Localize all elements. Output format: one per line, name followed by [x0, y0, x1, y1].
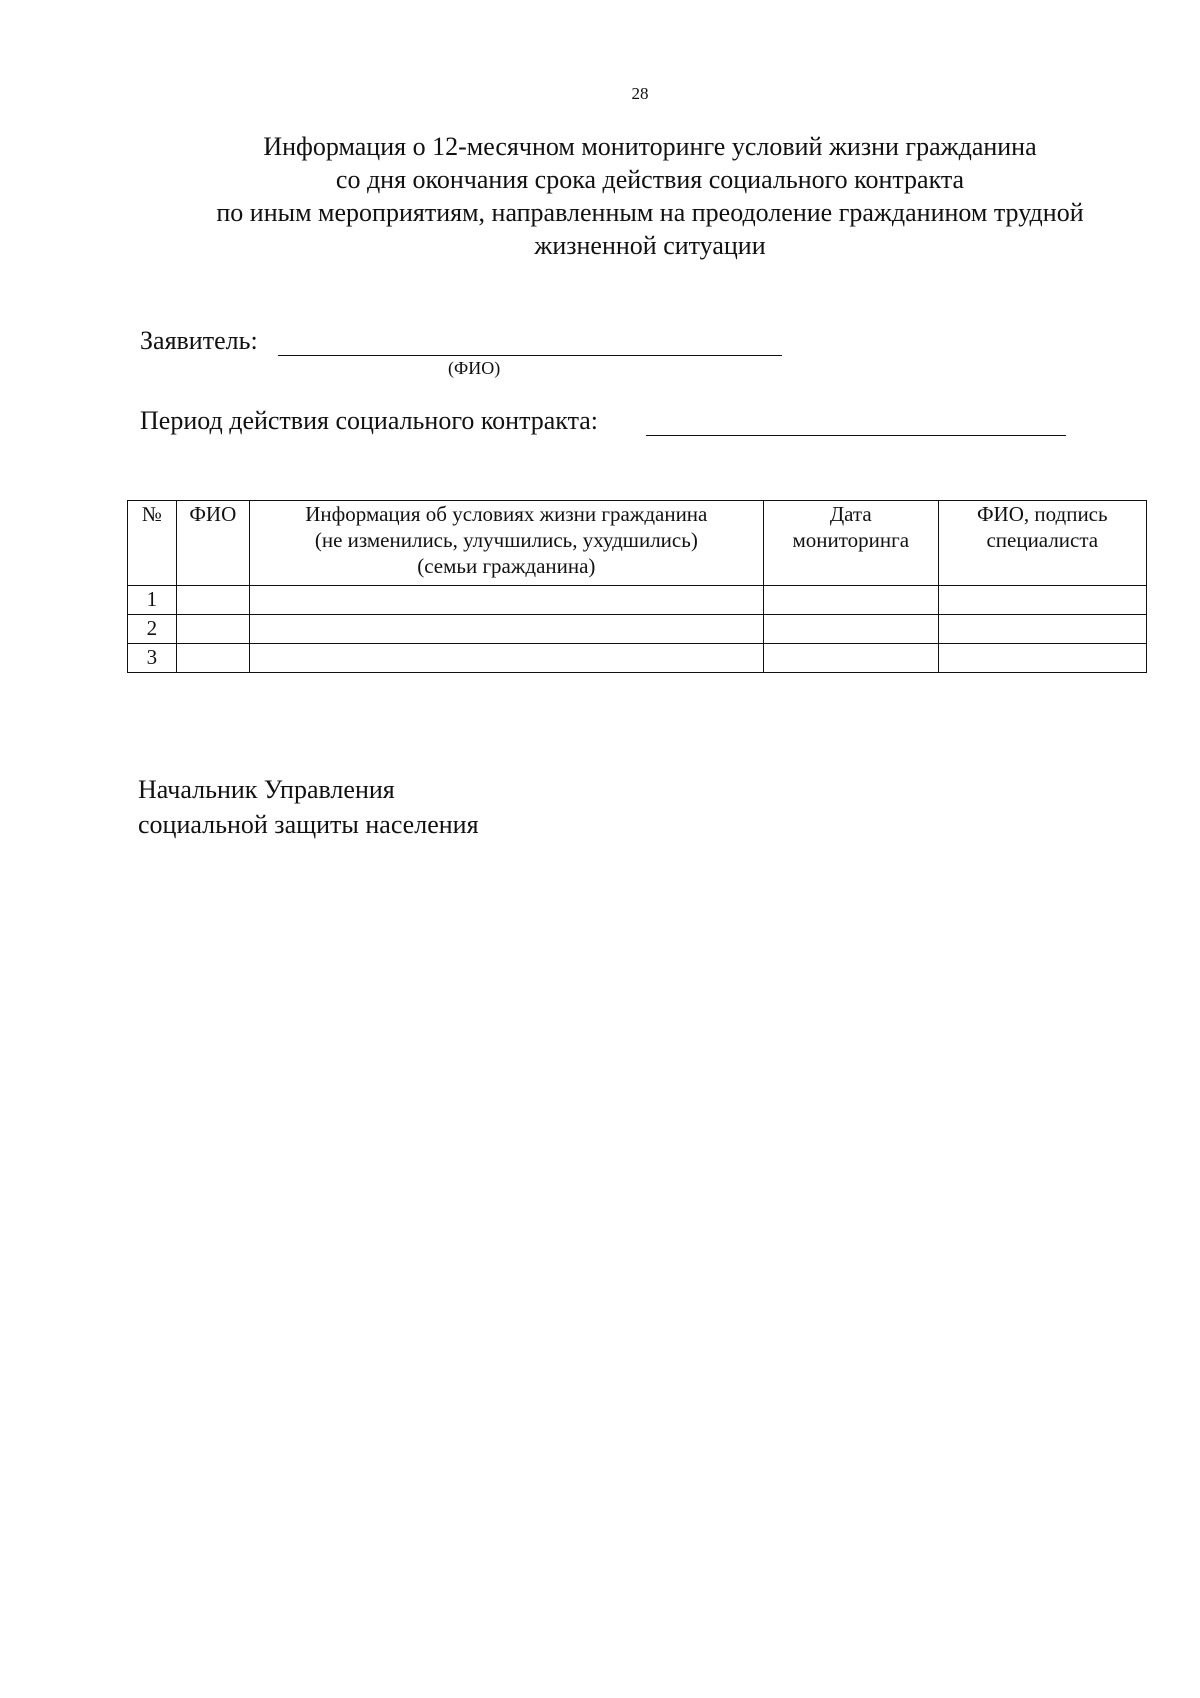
- header-line: мониторинга: [792, 528, 910, 552]
- header-line: (не изменились, улучшились, ухудшились): [314, 528, 698, 552]
- header-number: №: [128, 501, 177, 586]
- cell-monitoring-date[interactable]: [763, 615, 938, 644]
- applicant-fill-line[interactable]: [278, 355, 782, 356]
- header-line: (семьи гражданина): [417, 554, 596, 578]
- table-row: [128, 615, 1147, 644]
- table-row: [128, 644, 1147, 673]
- period-fill-line[interactable]: [646, 435, 1066, 436]
- title-line: со дня окончания срока действия социального контракта: [335, 165, 965, 194]
- cell-specialist[interactable]: [938, 615, 1146, 644]
- header-specialist: [938, 501, 1146, 586]
- cell-fio[interactable]: [176, 615, 249, 644]
- row-number: 2: [128, 615, 177, 644]
- table-header-row: [128, 501, 1147, 586]
- cell-fio[interactable]: [176, 644, 249, 673]
- header-line: Дата: [829, 502, 872, 526]
- row-number: 3: [128, 644, 177, 673]
- signature-line: социальной защиты населения: [138, 810, 479, 839]
- document-title: [150, 130, 1150, 262]
- cell-living-conditions[interactable]: [249, 615, 763, 644]
- signature-block: [138, 772, 479, 842]
- cell-fio[interactable]: [176, 586, 249, 615]
- cell-monitoring-date[interactable]: [763, 586, 938, 615]
- cell-living-conditions[interactable]: [249, 586, 763, 615]
- cell-living-conditions[interactable]: [249, 644, 763, 673]
- monitoring-table: [127, 500, 1147, 673]
- row-number: 1: [128, 586, 177, 615]
- applicant-fio-caption: (ФИО): [448, 358, 501, 378]
- period-label: Период действия социального контракта:: [140, 406, 599, 435]
- header-line: ФИО, подпись: [976, 502, 1108, 526]
- table-row: [128, 586, 1147, 615]
- header-line: Информация об условиях жизни гражданина: [305, 502, 708, 526]
- header-monitoring-date: [763, 501, 938, 586]
- signature-line: Начальник Управления: [138, 775, 395, 804]
- applicant-label: Заявитель:: [140, 326, 258, 355]
- title-line: Информация о 12-месячном мониторинге условий жизни гражданина: [263, 132, 1037, 161]
- cell-specialist[interactable]: [938, 586, 1146, 615]
- header-living-conditions: [249, 501, 763, 586]
- page-number: 28: [631, 84, 649, 103]
- header-fio: ФИО: [176, 501, 249, 586]
- cell-specialist[interactable]: [938, 644, 1146, 673]
- title-line: жизненной ситуации: [534, 231, 766, 260]
- title-line: по иным мероприятиям, направленным на преодоление гражданином трудной: [216, 198, 1084, 227]
- header-line: специалиста: [986, 528, 1099, 552]
- cell-monitoring-date[interactable]: [763, 644, 938, 673]
